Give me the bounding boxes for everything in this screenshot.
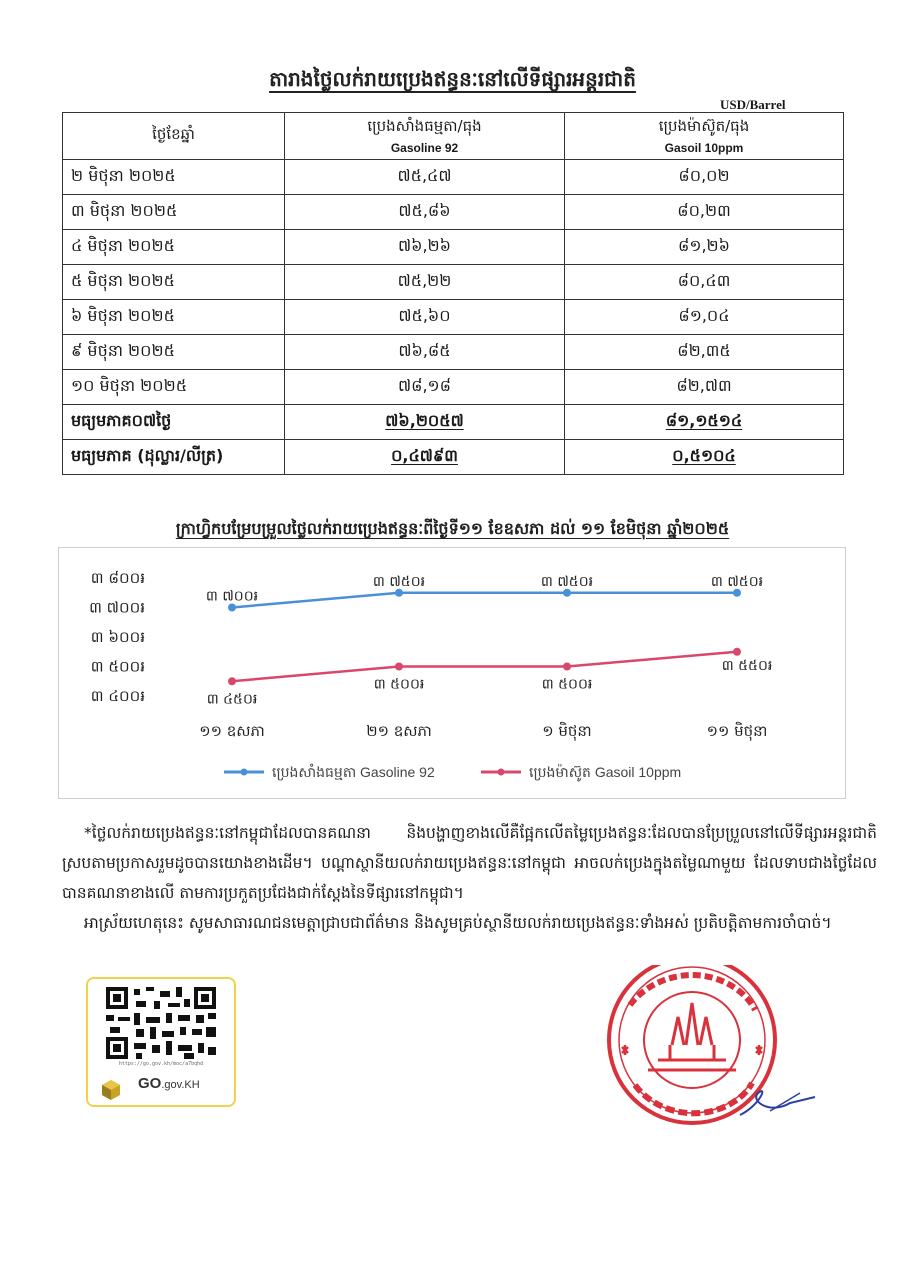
official-seal-icon <box>600 965 830 1135</box>
y-tick-label: ៣ ៤០០៛ <box>90 687 145 705</box>
table-row <box>63 195 844 230</box>
series-line <box>232 652 737 682</box>
cell-gasoline: ៧៥,៤៧ <box>285 160 565 195</box>
cell-diesel: ៨០,២៣ <box>565 195 844 230</box>
data-label: ៣ ៥០០៛ <box>373 676 425 693</box>
cell-date: ៤ មិថុនា ២០២៥ <box>63 230 285 265</box>
data-label: ៣ ៧៥០៛ <box>372 573 426 590</box>
cell-date: ១០ មិថុនា ២០២៥ <box>63 370 285 405</box>
header-diesel-en: Gasoil 10ppm <box>664 141 744 155</box>
table-row <box>63 160 844 195</box>
data-point <box>228 604 236 612</box>
average-7days-label: មធ្យមភាគ០៧ថ្ងៃ <box>63 405 285 440</box>
table-row <box>63 230 844 265</box>
header-diesel-kh: ប្រេងម៉ាស៊ូត/ធុង <box>658 117 750 135</box>
note-paragraph-1: *ថ្លៃលក់រាយប្រេងឥន្ធនៈនៅកម្ពុជាដែលបានគណនា និងបង្ហាញខាងលើគឺផ្អែកលើតម្លៃប្រេងឥន្ធនៈដែលបានប្រែប្រួលនៅលើទីផ្សារអន្តរជាតិ ស្របតាមប្រកាសរួមដូចបានយោងខាងដើម។ បណ្តាស្ថានីយលក់រាយប្រេងឥន្ធនៈនៅកម្ពុជា អាចលក់ប្រេងក្នុងតម្លៃណាមួយ ដែលទាបជាងថ្លៃដែលបានគណនាខាងលើ តាមការប្រកួតប្រជែងជាក់ស្តែងនៃទីផ្សារនៅកម្ពុជា។ <box>62 824 877 902</box>
table-row <box>63 300 844 335</box>
average-7days-diesel: ៨១,១៥១៤ <box>565 405 844 440</box>
average-per-litre-diesel: ០,៥១០៤ <box>565 440 844 475</box>
chart-canvas <box>59 548 845 798</box>
y-tick-label: ៣ ៥០០៛ <box>90 657 145 676</box>
notes-section <box>62 818 877 938</box>
data-point <box>395 663 403 671</box>
average-7days-row <box>63 405 844 440</box>
x-tick-label: ១១ ឧសភា <box>199 722 265 740</box>
cell-diesel: ៨១,២៦ <box>565 230 844 265</box>
cell-gasoline: ៧៥,៨៦ <box>285 195 565 230</box>
x-tick-label: ១ មិថុនា <box>542 722 592 740</box>
data-label: ៣ ៧០០៛ <box>205 588 259 605</box>
chart-title: ក្រាហ្វិកបម្រែបម្រួលថ្លៃលក់រាយប្រេងឥន្ធនៈពីថ្ងៃទី១១ ខែឧសភា ដល់ ១១ ខែមិថុនា ឆ្នាំ២០២៥ <box>175 519 730 538</box>
data-label: ៣ ៥០០៛ <box>541 676 593 693</box>
legend-marker <box>241 769 248 776</box>
cell-diesel: ៨០,៤៣ <box>565 265 844 300</box>
average-per-litre-row <box>63 440 844 475</box>
y-tick-label: ៣ ៧០០៛ <box>89 598 145 617</box>
data-point <box>563 589 571 597</box>
average-per-litre-gasoline: ០,៤៧៩៣ <box>285 440 565 475</box>
cell-gasoline: ៧៦,២៦ <box>285 230 565 265</box>
y-tick-label: ៣ ៦០០៛ <box>90 628 145 646</box>
header-date: ថ្ងៃខែឆ្នាំ <box>63 113 285 160</box>
header-diesel <box>565 113 844 160</box>
x-tick-label: ១១ មិថុនា <box>706 722 768 740</box>
table-row <box>63 265 844 300</box>
legend-label: ប្រេងម៉ាស៊ូត Gasoil 10ppm <box>529 764 682 780</box>
cell-diesel: ៨០,០២ <box>565 160 844 195</box>
x-tick-label: ២១ ឧសភា <box>366 722 432 740</box>
price-table <box>62 112 844 475</box>
note-paragraph-2: អាស្រ័យហេតុនេះ សូមសាធារណជនមេត្តាជ្រាបជាព័ត៌មាន និងសូមគ្រប់ស្ថានីយលក់រាយប្រេងឥន្ធនៈទាំងអស់ ប្រតិបត្តិតាមការចាំបាច់។ <box>84 914 832 932</box>
qr-url: https://go.gov.kh/moc/a7bqhd <box>118 1061 204 1067</box>
header-gasoline-kh: ប្រេងសាំងធម្មតា/ធុង <box>367 117 482 135</box>
cell-date: ២ មិថុនា ២០២៥ <box>63 160 285 195</box>
header-gasoline <box>285 113 565 160</box>
table-row <box>63 370 844 405</box>
table-header-row <box>63 113 844 160</box>
cell-date: ៣ មិថុនា ២០២៥ <box>63 195 285 230</box>
cell-date: ៩ មិថុនា ២០២៥ <box>63 335 285 370</box>
average-7days-gasoline: ៧៦,២០៥៧ <box>285 405 565 440</box>
cell-diesel: ៨២,៣៥ <box>565 335 844 370</box>
price-line-chart <box>58 547 846 799</box>
cell-diesel: ៨២,៧៣ <box>565 370 844 405</box>
qr-card[interactable] <box>86 977 236 1107</box>
cell-gasoline: ៧៦,៨៥ <box>285 335 565 370</box>
cell-gasoline: ៧៥,៦០ <box>285 300 565 335</box>
cell-date: ៦ មិថុនា ២០២៥ <box>63 300 285 335</box>
document-title: តារាងថ្លៃលក់រាយប្រេងឥន្ធនៈនៅលើទីផ្សារអន្តរជាតិ <box>269 67 636 91</box>
data-label: ៣ ៤៥០៛ <box>206 691 258 708</box>
data-point <box>733 589 741 597</box>
average-per-litre-label: មធ្យមភាគ (ដុល្លារ/លីត្រ) <box>63 440 285 475</box>
data-point <box>563 663 571 671</box>
data-label: ៣ ៥៥០៛ <box>721 657 773 674</box>
data-label: ៣ ៧៥០៛ <box>540 573 594 590</box>
go-gov-kh-logo: GO.gov.KH <box>138 1075 200 1092</box>
cell-diesel: ៨១,០៤ <box>565 300 844 335</box>
unit-label: USD/Barrel <box>720 97 786 112</box>
table-row <box>63 335 844 370</box>
series-line <box>232 593 737 608</box>
cell-date: ៥ មិថុនា ២០២៥ <box>63 265 285 300</box>
data-point <box>228 677 236 685</box>
data-point <box>733 648 741 656</box>
data-point <box>395 589 403 597</box>
header-gasoline-en: Gasoline 92 <box>390 141 459 155</box>
y-tick-label: ៣ ៨០០៛ <box>90 569 145 587</box>
data-label: ៣ ៧៥០៛ <box>710 573 764 590</box>
legend-marker <box>498 769 505 776</box>
cell-gasoline: ៧៥,២២ <box>285 265 565 300</box>
cell-gasoline: ៧៨,១៨ <box>285 370 565 405</box>
legend-label: ប្រេងសាំងធម្មតា Gasoline 92 <box>272 764 435 780</box>
